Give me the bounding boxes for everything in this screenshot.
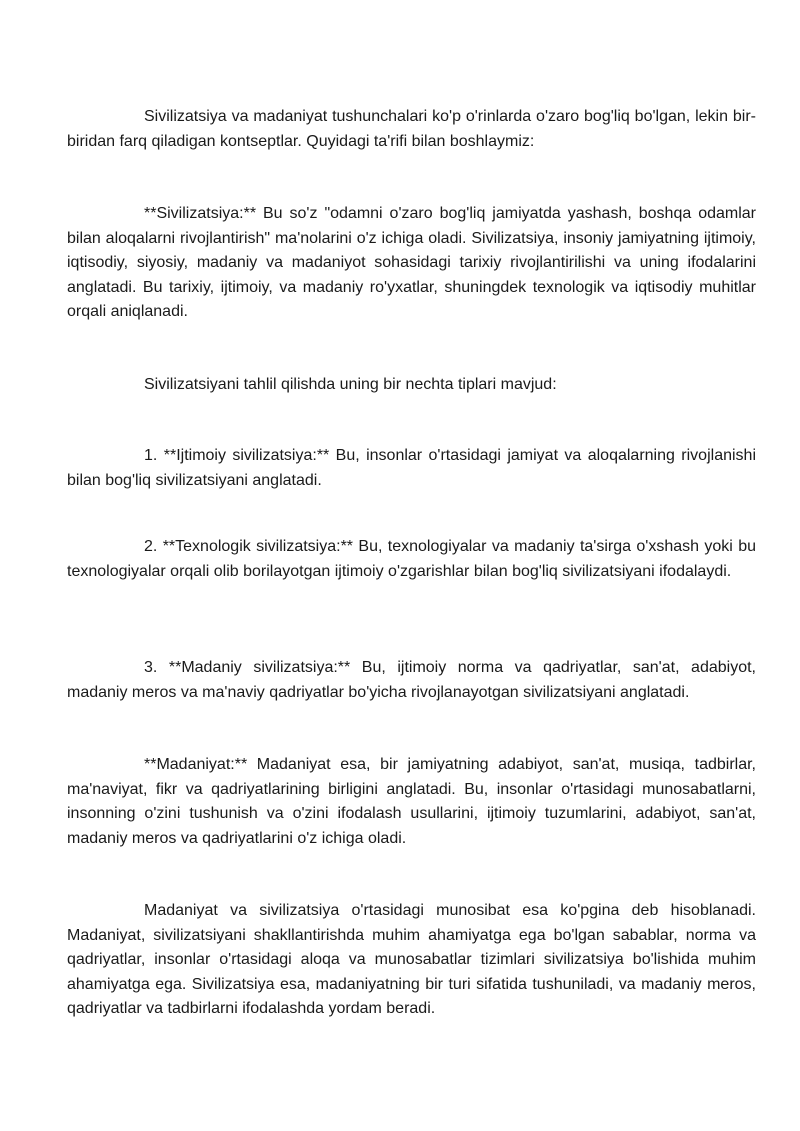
relationship-paragraph: Madaniyat va sivilizatsiya o'rtasidagi munosibat esa ko'pgina deb hisoblanadi. Madaniyat, sivilizatsiyani shakllantirishda muhim ahamiyatga ega bo'lgan sabablar, norma va qadriyatlar, insonlar o'rtasidagi aloqa va munosabatlar tizimlari sivilizatsiya bo'lishida muhim ahamiyatga ega. Sivilizatsiya esa, madaniyatning bir turi sifatida tushuniladi, va madaniy meros, qadriyatlar va tadbirlarni ifodalashda yordam beradi.: [67, 902, 756, 1017]
civilization-definition-paragraph: **Sivilizatsiya:** Bu so'z "odamni o'zaro bog'liq jamiyatda yashash, boshqa odamlar bilan aloqalarni rivojlantirish" ma'nolarini o'z ichiga oladi. Sivilizatsiya, insoniy jamiyatning ijtimoiy, iqtisodiy, siyosiy, madaniy va madaniyot sohasidagi tarixiy rivojlantirilishi va uning ifodalarini anglatadi. Bu tarixiy, ijtimoiy, va madaniy ro'yxatlar, shuningdek texnologik va iqtisodiy muhitlar orqali aniqlanadi.: [67, 205, 756, 320]
cultural-civilization-item: 3. **Madaniy sivilizatsiya:** Bu, ijtimoiy norma va qadriyatlar, san'at, adabiyot, madaniy meros va ma'naviy qadriyatlar bo'yicha rivojlanayotgan sivilizatsiyani anglatadi.: [67, 659, 756, 701]
technological-civilization-item: 2. **Texnologik sivilizatsiya:** Bu, texnologiyalar va madaniy ta'sirga o'xshash yoki bu texnologiyalar orqali olib borilayotgan ijtimoiy o'zgarishlar bilan bog'liq sivilizatsiyani ifodalaydi.: [67, 538, 756, 580]
culture-definition-paragraph: **Madaniyat:** Madaniyat esa, bir jamiyatning adabiyot, san'at, musiqa, tadbirlar, ma'naviyat, fikr va qadriyatlarining birligini anglatadi. Bu, insonlar o'rtasidagi munosabatlarni, insonning o'zini tushunish va o'zini ifodalash usullarini, ijtimoiy tuzumlarini, adabiyot, san'at, madaniy meros va qadriyatlarini o'z ichiga oladi.: [67, 756, 756, 847]
intro-paragraph: Sivilizatsiya va madaniyat tushunchalari ko'p o'rinlarda o'zaro bog'liq bo'lgan, lekin bir-biridan farq qiladigan kontseptlar. Quyidagi ta'rifi bilan boshlaymiz:: [67, 108, 756, 150]
social-civilization-item: 1. **Ijtimoiy sivilizatsiya:** Bu, insonlar o'rtasidagi jamiyat va aloqalarning rivojlanishi bilan bog'liq sivilizatsiyani anglatadi.: [67, 447, 756, 489]
civilization-types-intro-paragraph: Sivilizatsiyani tahlil qilishda uning bir nechta tiplari mavjud:: [144, 376, 557, 393]
